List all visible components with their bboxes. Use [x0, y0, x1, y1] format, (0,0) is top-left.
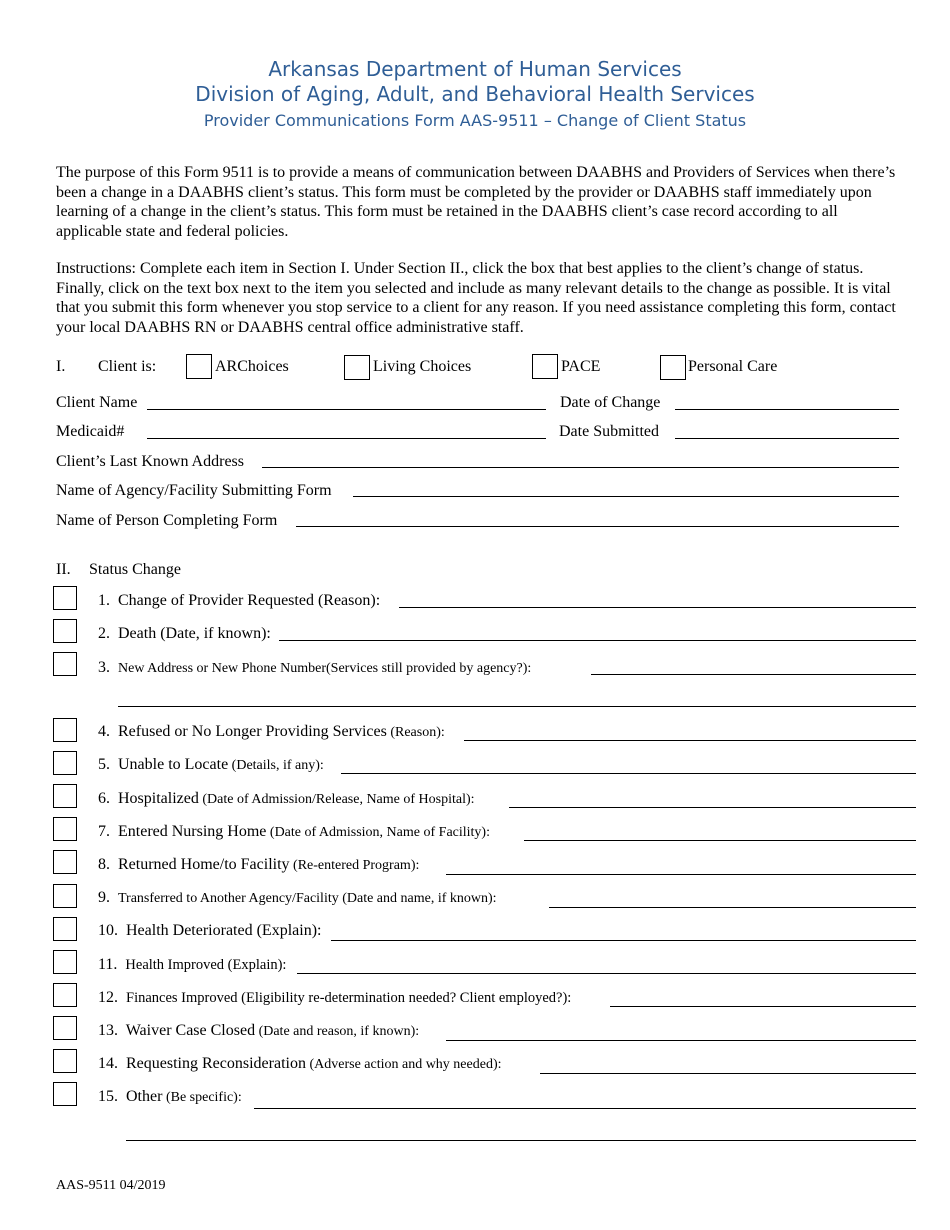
item-7-text: Entered Nursing Home — [118, 823, 267, 840]
agency-field[interactable] — [353, 496, 899, 497]
item-5-field[interactable] — [341, 773, 916, 774]
item-7-checkbox[interactable] — [53, 817, 77, 841]
pace-label: PACE — [561, 358, 601, 375]
item-13-detail: (Date and reason, if known): — [255, 1024, 420, 1039]
item-10-checkbox[interactable] — [53, 917, 77, 941]
item-15-label — [98, 1088, 242, 1106]
item-11-field[interactable] — [297, 973, 916, 974]
item-10-field[interactable] — [331, 940, 916, 941]
item-9-label — [98, 889, 497, 907]
item-7-label — [98, 823, 490, 841]
medicaid-field[interactable] — [147, 438, 546, 439]
personal-care-checkbox[interactable] — [660, 355, 686, 380]
agency-title: Arkansas Department of Human Services — [268, 57, 682, 81]
item-2-text: Death (Date, if known): — [118, 625, 271, 642]
item-1-label — [98, 592, 380, 610]
date-of-change-label: Date of Change — [560, 394, 661, 411]
item-5-number: 5. — [98, 756, 110, 773]
item-5-checkbox[interactable] — [53, 751, 77, 775]
item-12-number: 12. — [98, 989, 118, 1006]
item-7-number: 7. — [98, 823, 110, 840]
item-14-number: 14. — [98, 1055, 118, 1072]
item-15-detail: (Be specific): — [162, 1090, 242, 1105]
person-field[interactable] — [296, 526, 899, 527]
item-11-text: Health Improved (Explain): — [125, 957, 287, 973]
item-2-label — [98, 625, 271, 643]
item-4-field[interactable] — [464, 740, 916, 741]
item-11-label — [98, 956, 286, 974]
purpose-paragraph: The purpose of this Form 9511 is to provide a means of communication between DAABHS and Providers of Services when there’s been a change in a DAABHS client’s status. This form must be completed by the provider or DAABHS staff immediately upon learning of a change in the client’s status. This form must be retained in the DAABHS client’s case record according to all applicable state and federal policies. — [56, 164, 896, 240]
item-6-label — [98, 790, 475, 808]
item-6-field[interactable] — [509, 807, 916, 808]
item-7-detail: (Date of Admission, Name of Facility): — [266, 825, 490, 840]
item-2-number: 2. — [98, 625, 110, 642]
item-14-checkbox[interactable] — [53, 1049, 77, 1073]
item-3-label — [98, 659, 531, 677]
item-4-detail: (Reason): — [386, 725, 445, 740]
item-9-number: 9. — [98, 889, 110, 906]
item-8-checkbox[interactable] — [53, 850, 77, 874]
item-4-checkbox[interactable] — [53, 718, 77, 742]
item-1-number: 1. — [98, 592, 110, 609]
personal-care-label: Personal Care — [688, 358, 778, 375]
division-title: Division of Aging, Adult, and Behavioral Health Services — [195, 82, 755, 106]
medicaid-label: Medicaid# — [56, 423, 125, 440]
item-5-text: Unable to Locate — [118, 756, 229, 773]
item-8-text: Returned Home/to Facility — [118, 856, 290, 873]
section-two-numeral: II. — [56, 561, 71, 578]
item-6-detail: (Date of Admission/Release, Name of Hospital): — [198, 792, 475, 807]
item-12-checkbox[interactable] — [53, 983, 77, 1007]
address-field[interactable] — [262, 467, 899, 468]
item-3-field-continued[interactable] — [118, 706, 916, 707]
item-11-checkbox[interactable] — [53, 950, 77, 974]
section-one-numeral: I. — [56, 358, 66, 375]
item-10-label — [98, 922, 321, 940]
item-8-detail: (Re-entered Program): — [289, 858, 420, 873]
item-15-number: 15. — [98, 1088, 118, 1105]
date-submitted-label: Date Submitted — [559, 423, 659, 440]
item-9-checkbox[interactable] — [53, 884, 77, 908]
item-14-text: Requesting Reconsideration — [126, 1055, 306, 1072]
item-5-label — [98, 756, 324, 774]
item-3-text: New Address or New Phone Number(Services still provided by agency?): — [118, 661, 532, 676]
item-11-number: 11. — [98, 956, 118, 973]
pace-checkbox[interactable] — [532, 354, 558, 379]
item-4-text: Refused or No Longer Providing Services — [118, 723, 387, 740]
item-15-field[interactable] — [254, 1108, 916, 1109]
form-title: Provider Communications Form AAS-9511 – Change of Client Status — [203, 111, 747, 130]
item-2-field[interactable] — [279, 640, 916, 641]
status-change-heading: Status Change — [89, 561, 181, 578]
item-14-label — [98, 1055, 502, 1073]
item-8-field[interactable] — [446, 874, 916, 875]
person-label: Name of Person Completing Form — [56, 512, 278, 529]
item-3-checkbox[interactable] — [53, 652, 77, 676]
item-13-label — [98, 1022, 419, 1040]
item-13-checkbox[interactable] — [53, 1016, 77, 1040]
item-1-field[interactable] — [399, 607, 916, 608]
item-5-detail: (Details, if any): — [228, 758, 324, 773]
item-10-text: Health Deteriorated (Explain): — [126, 922, 322, 939]
item-6-text: Hospitalized — [118, 790, 199, 807]
item-2-checkbox[interactable] — [53, 619, 77, 643]
item-14-field[interactable] — [540, 1073, 916, 1074]
item-6-number: 6. — [98, 790, 110, 807]
item-12-text: Finances Improved (Eligibility re-determination needed? Client employed?): — [126, 990, 572, 1006]
item-8-number: 8. — [98, 856, 110, 873]
client-name-label: Client Name — [56, 394, 138, 411]
item-7-field[interactable] — [524, 840, 916, 841]
item-10-number: 10. — [98, 922, 118, 939]
item-13-number: 13. — [98, 1022, 118, 1039]
client-is-label: Client is: — [98, 358, 157, 375]
client-name-field[interactable] — [147, 409, 546, 410]
address-label: Client’s Last Known Address — [56, 453, 244, 470]
item-8-label — [98, 856, 419, 874]
instructions-paragraph: Instructions: Complete each item in Section I. Under Section II., click the box that best applies to the client’s change of status. Finally, click on the text box next to the item you selected and include as many relevant details to the change as possible. It is vital that you submit this form whenever you stop service to a client for any reason. If you need assistance completing this form, contact your local DAABHS RN or DAABHS central office administrative staff. — [56, 260, 896, 336]
item-12-label — [98, 989, 571, 1007]
living-choices-label: Living Choices — [373, 358, 472, 375]
item-6-checkbox[interactable] — [53, 784, 77, 808]
item-4-label — [98, 723, 445, 741]
living-choices-checkbox[interactable] — [344, 355, 370, 380]
item-14-detail: (Adverse action and why needed): — [305, 1057, 502, 1072]
item-13-text: Waiver Case Closed — [125, 1022, 256, 1039]
item-9-field[interactable] — [549, 907, 916, 908]
form-code: AAS-9511 04/2019 — [56, 1178, 166, 1193]
item-1-text: Change of Provider Requested (Reason): — [118, 592, 381, 609]
item-4-number: 4. — [98, 723, 110, 740]
item-15-checkbox[interactable] — [53, 1082, 77, 1106]
item-3-field[interactable] — [591, 674, 916, 675]
item-13-field[interactable] — [446, 1040, 916, 1041]
item-3-number: 3. — [98, 659, 110, 676]
date-of-change-field[interactable] — [675, 409, 899, 410]
archoices-checkbox[interactable] — [186, 354, 212, 379]
archoices-label: ARChoices — [215, 358, 289, 375]
item-1-checkbox[interactable] — [53, 586, 77, 610]
agency-label: Name of Agency/Facility Submitting Form — [56, 482, 332, 499]
item-15-text: Other — [126, 1088, 163, 1105]
date-submitted-field[interactable] — [675, 438, 899, 439]
item-15-field-continued[interactable] — [126, 1140, 916, 1141]
item-12-field[interactable] — [610, 1006, 916, 1007]
item-9-text: Transferred to Another Agency/Facility (Date and name, if known): — [118, 891, 497, 906]
